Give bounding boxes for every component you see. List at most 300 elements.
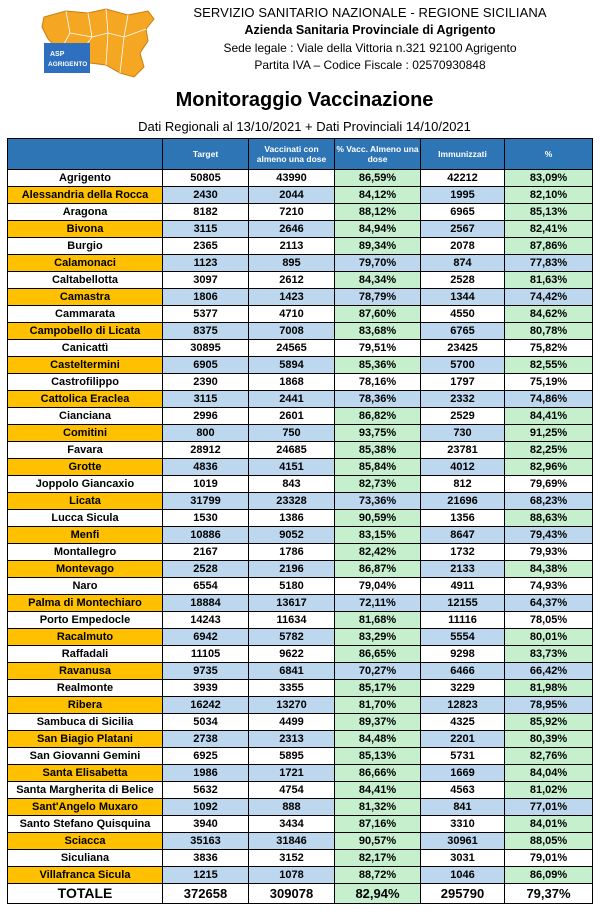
cell-comune: Aragona (8, 204, 163, 221)
cell-comune: Comitini (8, 425, 163, 442)
cell-pct-vaccinati: 86,59% (335, 170, 421, 187)
cell-pct-immunizzati: 79,37% (505, 884, 593, 904)
cell-comune: Santa Margherita di Belice (8, 782, 163, 799)
table-row (8, 272, 593, 289)
table-row (8, 765, 593, 782)
cell-pct-vaccinati: 81,32% (335, 799, 421, 816)
cell-target: 5034 (163, 714, 249, 731)
table-row (8, 816, 593, 833)
cell-vaccinati: 2044 (249, 187, 335, 204)
cell-target: 18884 (163, 595, 249, 612)
cell-pct-vaccinati: 84,48% (335, 731, 421, 748)
cell-comune: Bivona (8, 221, 163, 238)
header-line-3: Sede legale : Viale della Vittoria n.321 92100 Agrigento (223, 41, 517, 55)
cell-pct-immunizzati: 80,01% (505, 629, 593, 646)
cell-pct-vaccinati: 82,17% (335, 850, 421, 867)
table-row (8, 238, 593, 255)
cell-pct-vaccinati: 78,16% (335, 374, 421, 391)
cell-comune: Alessandria della Rocca (8, 187, 163, 204)
cell-pct-vaccinati: 83,29% (335, 629, 421, 646)
table-row (8, 510, 593, 527)
cell-pct-immunizzati: 78,05% (505, 612, 593, 629)
cell-vaccinati: 13270 (249, 697, 335, 714)
total-row (8, 884, 593, 904)
cell-pct-vaccinati: 84,94% (335, 221, 421, 238)
cell-pct-immunizzati: 74,86% (505, 391, 593, 408)
cell-vaccinati: 2196 (249, 561, 335, 578)
cell-comune: Camastra (8, 289, 163, 306)
table-row (8, 425, 593, 442)
cell-pct-vaccinati: 90,59% (335, 510, 421, 527)
cell-pct-vaccinati: 88,12% (335, 204, 421, 221)
cell-pct-immunizzati: 81,02% (505, 782, 593, 799)
col-header-target: Target (163, 139, 249, 170)
cell-pct-vaccinati: 84,34% (335, 272, 421, 289)
cell-pct-immunizzati: 88,05% (505, 833, 593, 850)
table-row (8, 306, 593, 323)
cell-pct-immunizzati: 74,42% (505, 289, 593, 306)
cell-target: 6942 (163, 629, 249, 646)
cell-pct-vaccinati: 78,36% (335, 391, 421, 408)
cell-comune: Calamonaci (8, 255, 163, 272)
table-row (8, 850, 593, 867)
cell-pct-vaccinati: 79,51% (335, 340, 421, 357)
table-row (8, 782, 593, 799)
cell-immunizzati: 2529 (421, 408, 505, 425)
svg-text:AGRIGENTO: AGRIGENTO (48, 61, 88, 68)
cell-immunizzati: 2201 (421, 731, 505, 748)
cell-immunizzati: 6466 (421, 663, 505, 680)
cell-vaccinati: 9622 (249, 646, 335, 663)
table-row (8, 323, 593, 340)
cell-target: 372658 (163, 884, 249, 904)
cell-immunizzati: 4012 (421, 459, 505, 476)
cell-comune: San Giovanni Gemini (8, 748, 163, 765)
cell-pct-immunizzati: 74,93% (505, 578, 593, 595)
cell-pct-immunizzati: 82,55% (505, 357, 593, 374)
cell-pct-immunizzati: 77,83% (505, 255, 593, 272)
table-row (8, 170, 593, 187)
page-subtitle: Dati Regionali al 13/10/2021 + Dati Provinciali 14/10/2021 (138, 119, 471, 134)
cell-target: 2390 (163, 374, 249, 391)
table-row (8, 612, 593, 629)
table-row (8, 578, 593, 595)
cell-pct-vaccinati: 85,38% (335, 442, 421, 459)
cell-vaccinati: 7008 (249, 323, 335, 340)
cell-comune: Sambuca di Sicilia (8, 714, 163, 731)
cell-pct-vaccinati: 83,15% (335, 527, 421, 544)
cell-vaccinati: 1721 (249, 765, 335, 782)
table-row (8, 391, 593, 408)
cell-immunizzati: 6765 (421, 323, 505, 340)
cell-pct-immunizzati: 85,13% (505, 204, 593, 221)
cell-target: 4836 (163, 459, 249, 476)
cell-target: 1019 (163, 476, 249, 493)
cell-immunizzati: 5554 (421, 629, 505, 646)
cell-target: 1123 (163, 255, 249, 272)
cell-immunizzati: 730 (421, 425, 505, 442)
cell-comune: Siculiana (8, 850, 163, 867)
cell-immunizzati: 1797 (421, 374, 505, 391)
cell-pct-immunizzati: 82,96% (505, 459, 593, 476)
cell-pct-immunizzati: 83,73% (505, 646, 593, 663)
cell-pct-immunizzati: 82,10% (505, 187, 593, 204)
table-row (8, 357, 593, 374)
cell-pct-vaccinati: 85,36% (335, 357, 421, 374)
cell-comune: Castrofilippo (8, 374, 163, 391)
table-row (8, 629, 593, 646)
cell-target: 2430 (163, 187, 249, 204)
table-row (8, 561, 593, 578)
cell-vaccinati: 1423 (249, 289, 335, 306)
cell-vaccinati: 31846 (249, 833, 335, 850)
table-row (8, 833, 593, 850)
cell-pct-vaccinati: 83,68% (335, 323, 421, 340)
cell-immunizzati: 42212 (421, 170, 505, 187)
cell-pct-vaccinati: 82,94% (335, 884, 421, 904)
cell-immunizzati: 12823 (421, 697, 505, 714)
cell-comune: Licata (8, 493, 163, 510)
cell-target: 30895 (163, 340, 249, 357)
cell-vaccinati: 2441 (249, 391, 335, 408)
cell-pct-immunizzati: 82,76% (505, 748, 593, 765)
table-row (8, 493, 593, 510)
cell-pct-immunizzati: 80,39% (505, 731, 593, 748)
cell-comune: Grotte (8, 459, 163, 476)
cell-comune: Raffadali (8, 646, 163, 663)
cell-pct-immunizzati: 91,25% (505, 425, 593, 442)
cell-target: 8375 (163, 323, 249, 340)
cell-target: 1806 (163, 289, 249, 306)
header-line-1: SERVIZIO SANITARIO NAZIONALE - REGIONE SICILIANA (193, 5, 547, 20)
table-row (8, 187, 593, 204)
table-row (8, 595, 593, 612)
cell-vaccinati: 750 (249, 425, 335, 442)
cell-pct-vaccinati: 85,84% (335, 459, 421, 476)
cell-comune: Favara (8, 442, 163, 459)
cell-pct-immunizzati: 84,38% (505, 561, 593, 578)
cell-pct-vaccinati: 86,82% (335, 408, 421, 425)
cell-comune: TOTALE (8, 884, 163, 904)
cell-vaccinati: 3434 (249, 816, 335, 833)
table-row (8, 408, 593, 425)
cell-immunizzati: 4550 (421, 306, 505, 323)
cell-vaccinati: 2601 (249, 408, 335, 425)
cell-target: 5377 (163, 306, 249, 323)
cell-target: 9735 (163, 663, 249, 680)
cell-pct-vaccinati: 86,87% (335, 561, 421, 578)
cell-comune: Racalmuto (8, 629, 163, 646)
svg-text:ASP: ASP (50, 51, 65, 58)
cell-comune: Santa Elisabetta (8, 765, 163, 782)
cell-pct-immunizzati: 87,86% (505, 238, 593, 255)
cell-comune: Lucca Sicula (8, 510, 163, 527)
cell-pct-vaccinati: 72,11% (335, 595, 421, 612)
cell-immunizzati: 21696 (421, 493, 505, 510)
cell-pct-immunizzati: 75,82% (505, 340, 593, 357)
cell-pct-immunizzati: 77,01% (505, 799, 593, 816)
cell-target: 1530 (163, 510, 249, 527)
table-row (8, 527, 593, 544)
cell-vaccinati: 888 (249, 799, 335, 816)
table-row (8, 255, 593, 272)
cell-immunizzati: 295790 (421, 884, 505, 904)
cell-target: 1986 (163, 765, 249, 782)
table-row (8, 714, 593, 731)
cell-target: 800 (163, 425, 249, 442)
cell-comune: Burgio (8, 238, 163, 255)
header-line-4: Partita IVA – Codice Fiscale : 02570930848 (254, 58, 486, 72)
cell-pct-immunizzati: 86,09% (505, 867, 593, 884)
table-row (8, 544, 593, 561)
cell-pct-vaccinati: 84,41% (335, 782, 421, 799)
table-row (8, 374, 593, 391)
cell-pct-immunizzati: 79,01% (505, 850, 593, 867)
cell-pct-vaccinati: 86,66% (335, 765, 421, 782)
cell-target: 2167 (163, 544, 249, 561)
cell-vaccinati: 1386 (249, 510, 335, 527)
cell-pct-immunizzati: 81,98% (505, 680, 593, 697)
cell-pct-immunizzati: 79,69% (505, 476, 593, 493)
cell-pct-vaccinati: 89,37% (335, 714, 421, 731)
cell-comune: Ravanusa (8, 663, 163, 680)
cell-immunizzati: 5700 (421, 357, 505, 374)
cell-vaccinati: 1078 (249, 867, 335, 884)
cell-vaccinati: 5895 (249, 748, 335, 765)
cell-target: 1215 (163, 867, 249, 884)
cell-immunizzati: 1046 (421, 867, 505, 884)
cell-pct-immunizzati: 82,25% (505, 442, 593, 459)
cell-vaccinati: 4499 (249, 714, 335, 731)
cell-target: 14243 (163, 612, 249, 629)
cell-vaccinati: 6841 (249, 663, 335, 680)
cell-vaccinati: 43990 (249, 170, 335, 187)
cell-pct-immunizzati: 83,09% (505, 170, 593, 187)
table-row (8, 204, 593, 221)
asp-agrigento-logo (36, 3, 158, 83)
cell-comune: Menfi (8, 527, 163, 544)
cell-comune: San Biagio Platani (8, 731, 163, 748)
cell-pct-immunizzati: 68,23% (505, 493, 593, 510)
cell-comune: Canicattì (8, 340, 163, 357)
cell-immunizzati: 6965 (421, 204, 505, 221)
cell-target: 2738 (163, 731, 249, 748)
cell-immunizzati: 4563 (421, 782, 505, 799)
cell-pct-immunizzati: 79,93% (505, 544, 593, 561)
cell-vaccinati: 9052 (249, 527, 335, 544)
cell-target: 16242 (163, 697, 249, 714)
cell-comune: Montallegro (8, 544, 163, 561)
cell-pct-immunizzati: 78,95% (505, 697, 593, 714)
cell-target: 8182 (163, 204, 249, 221)
cell-pct-vaccinati: 79,70% (335, 255, 421, 272)
cell-pct-immunizzati: 66,42% (505, 663, 593, 680)
col-header-comune (8, 139, 163, 170)
cell-immunizzati: 30961 (421, 833, 505, 850)
cell-target: 11105 (163, 646, 249, 663)
table-row (8, 731, 593, 748)
cell-immunizzati: 4325 (421, 714, 505, 731)
cell-target: 6905 (163, 357, 249, 374)
table-row (8, 459, 593, 476)
cell-immunizzati: 2528 (421, 272, 505, 289)
col-header-pct-immunizzati: % (505, 139, 593, 170)
cell-target: 50805 (163, 170, 249, 187)
cell-vaccinati: 895 (249, 255, 335, 272)
cell-immunizzati: 5731 (421, 748, 505, 765)
cell-immunizzati: 812 (421, 476, 505, 493)
table-row (8, 680, 593, 697)
table-row (8, 697, 593, 714)
cell-comune: Joppolo Giancaxio (8, 476, 163, 493)
cell-immunizzati: 9298 (421, 646, 505, 663)
cell-immunizzati: 2567 (421, 221, 505, 238)
cell-immunizzati: 3229 (421, 680, 505, 697)
cell-pct-immunizzati: 79,43% (505, 527, 593, 544)
cell-vaccinati: 5894 (249, 357, 335, 374)
cell-comune: Cianciana (8, 408, 163, 425)
cell-vaccinati: 13617 (249, 595, 335, 612)
cell-pct-immunizzati: 84,01% (505, 816, 593, 833)
cell-comune: Caltabellotta (8, 272, 163, 289)
cell-comune: Ribera (8, 697, 163, 714)
cell-pct-vaccinati: 93,75% (335, 425, 421, 442)
cell-target: 2365 (163, 238, 249, 255)
cell-pct-vaccinati: 78,79% (335, 289, 421, 306)
cell-vaccinati: 7210 (249, 204, 335, 221)
cell-vaccinati: 24565 (249, 340, 335, 357)
table-row (8, 289, 593, 306)
cell-target: 2528 (163, 561, 249, 578)
cell-pct-immunizzati: 84,62% (505, 306, 593, 323)
table-row (8, 476, 593, 493)
cell-vaccinati: 4151 (249, 459, 335, 476)
cell-vaccinati: 1868 (249, 374, 335, 391)
cell-pct-immunizzati: 84,04% (505, 765, 593, 782)
cell-vaccinati: 2646 (249, 221, 335, 238)
cell-immunizzati: 1669 (421, 765, 505, 782)
cell-comune: Sant'Angelo Muxaro (8, 799, 163, 816)
cell-pct-vaccinati: 70,27% (335, 663, 421, 680)
cell-immunizzati: 3310 (421, 816, 505, 833)
table-header-row (8, 139, 593, 170)
cell-pct-vaccinati: 90,57% (335, 833, 421, 850)
cell-pct-immunizzati: 75,19% (505, 374, 593, 391)
cell-immunizzati: 3031 (421, 850, 505, 867)
cell-pct-vaccinati: 81,68% (335, 612, 421, 629)
cell-target: 6925 (163, 748, 249, 765)
cell-target: 28912 (163, 442, 249, 459)
cell-pct-vaccinati: 82,42% (335, 544, 421, 561)
cell-immunizzati: 23781 (421, 442, 505, 459)
cell-immunizzati: 1732 (421, 544, 505, 561)
cell-pct-immunizzati: 81,63% (505, 272, 593, 289)
cell-immunizzati: 12155 (421, 595, 505, 612)
cell-comune: Porto Empedocle (8, 612, 163, 629)
col-header-immunizzati: Immunizzati (421, 139, 505, 170)
cell-comune: Cattolica Eraclea (8, 391, 163, 408)
cell-comune: Santo Stefano Quisquina (8, 816, 163, 833)
cell-immunizzati: 11116 (421, 612, 505, 629)
col-header-pct-vaccinati: % Vacc. Almeno una dose (335, 139, 421, 170)
cell-pct-vaccinati: 87,60% (335, 306, 421, 323)
cell-pct-vaccinati: 89,34% (335, 238, 421, 255)
cell-target: 3939 (163, 680, 249, 697)
cell-pct-vaccinati: 84,12% (335, 187, 421, 204)
cell-target: 5632 (163, 782, 249, 799)
cell-immunizzati: 2133 (421, 561, 505, 578)
cell-immunizzati: 841 (421, 799, 505, 816)
cell-immunizzati: 4911 (421, 578, 505, 595)
cell-vaccinati: 2113 (249, 238, 335, 255)
cell-vaccinati: 3355 (249, 680, 335, 697)
cell-pct-immunizzati: 88,63% (505, 510, 593, 527)
cell-vaccinati: 11634 (249, 612, 335, 629)
col-header-vaccinati: Vaccinati con almeno una dose (249, 139, 335, 170)
cell-comune: Sciacca (8, 833, 163, 850)
cell-target: 3836 (163, 850, 249, 867)
cell-vaccinati: 3152 (249, 850, 335, 867)
cell-pct-immunizzati: 84,41% (505, 408, 593, 425)
cell-target: 3940 (163, 816, 249, 833)
cell-pct-vaccinati: 85,17% (335, 680, 421, 697)
table-row (8, 340, 593, 357)
cell-comune: Cammarata (8, 306, 163, 323)
cell-comune: Realmonte (8, 680, 163, 697)
cell-vaccinati: 1786 (249, 544, 335, 561)
cell-vaccinati: 5782 (249, 629, 335, 646)
cell-pct-vaccinati: 86,65% (335, 646, 421, 663)
cell-target: 1092 (163, 799, 249, 816)
document-header (0, 0, 609, 88)
cell-comune: Naro (8, 578, 163, 595)
cell-vaccinati: 2612 (249, 272, 335, 289)
header-line-2: Azienda Sanitaria Provinciale di Agrigento (244, 23, 496, 37)
cell-comune: Casteltermini (8, 357, 163, 374)
cell-vaccinati: 843 (249, 476, 335, 493)
cell-target: 31799 (163, 493, 249, 510)
cell-comune: Campobello di Licata (8, 323, 163, 340)
cell-pct-immunizzati: 82,41% (505, 221, 593, 238)
table-row (8, 663, 593, 680)
cell-immunizzati: 8647 (421, 527, 505, 544)
cell-immunizzati: 1344 (421, 289, 505, 306)
cell-target: 35163 (163, 833, 249, 850)
cell-target: 3115 (163, 391, 249, 408)
cell-comune: Montevago (8, 561, 163, 578)
vaccination-table (7, 138, 593, 904)
cell-pct-vaccinati: 81,70% (335, 697, 421, 714)
cell-pct-immunizzati: 64,37% (505, 595, 593, 612)
cell-vaccinati: 5180 (249, 578, 335, 595)
cell-vaccinati: 2313 (249, 731, 335, 748)
cell-immunizzati: 2332 (421, 391, 505, 408)
cell-immunizzati: 874 (421, 255, 505, 272)
cell-comune: Agrigento (8, 170, 163, 187)
cell-vaccinati: 4710 (249, 306, 335, 323)
table-row (8, 442, 593, 459)
cell-comune: Villafranca Sicula (8, 867, 163, 884)
cell-pct-vaccinati: 79,04% (335, 578, 421, 595)
cell-vaccinati: 23328 (249, 493, 335, 510)
cell-target: 6554 (163, 578, 249, 595)
cell-vaccinati: 4754 (249, 782, 335, 799)
cell-pct-vaccinati: 82,73% (335, 476, 421, 493)
cell-target: 10886 (163, 527, 249, 544)
table-row (8, 867, 593, 884)
table-row (8, 799, 593, 816)
cell-pct-immunizzati: 80,78% (505, 323, 593, 340)
